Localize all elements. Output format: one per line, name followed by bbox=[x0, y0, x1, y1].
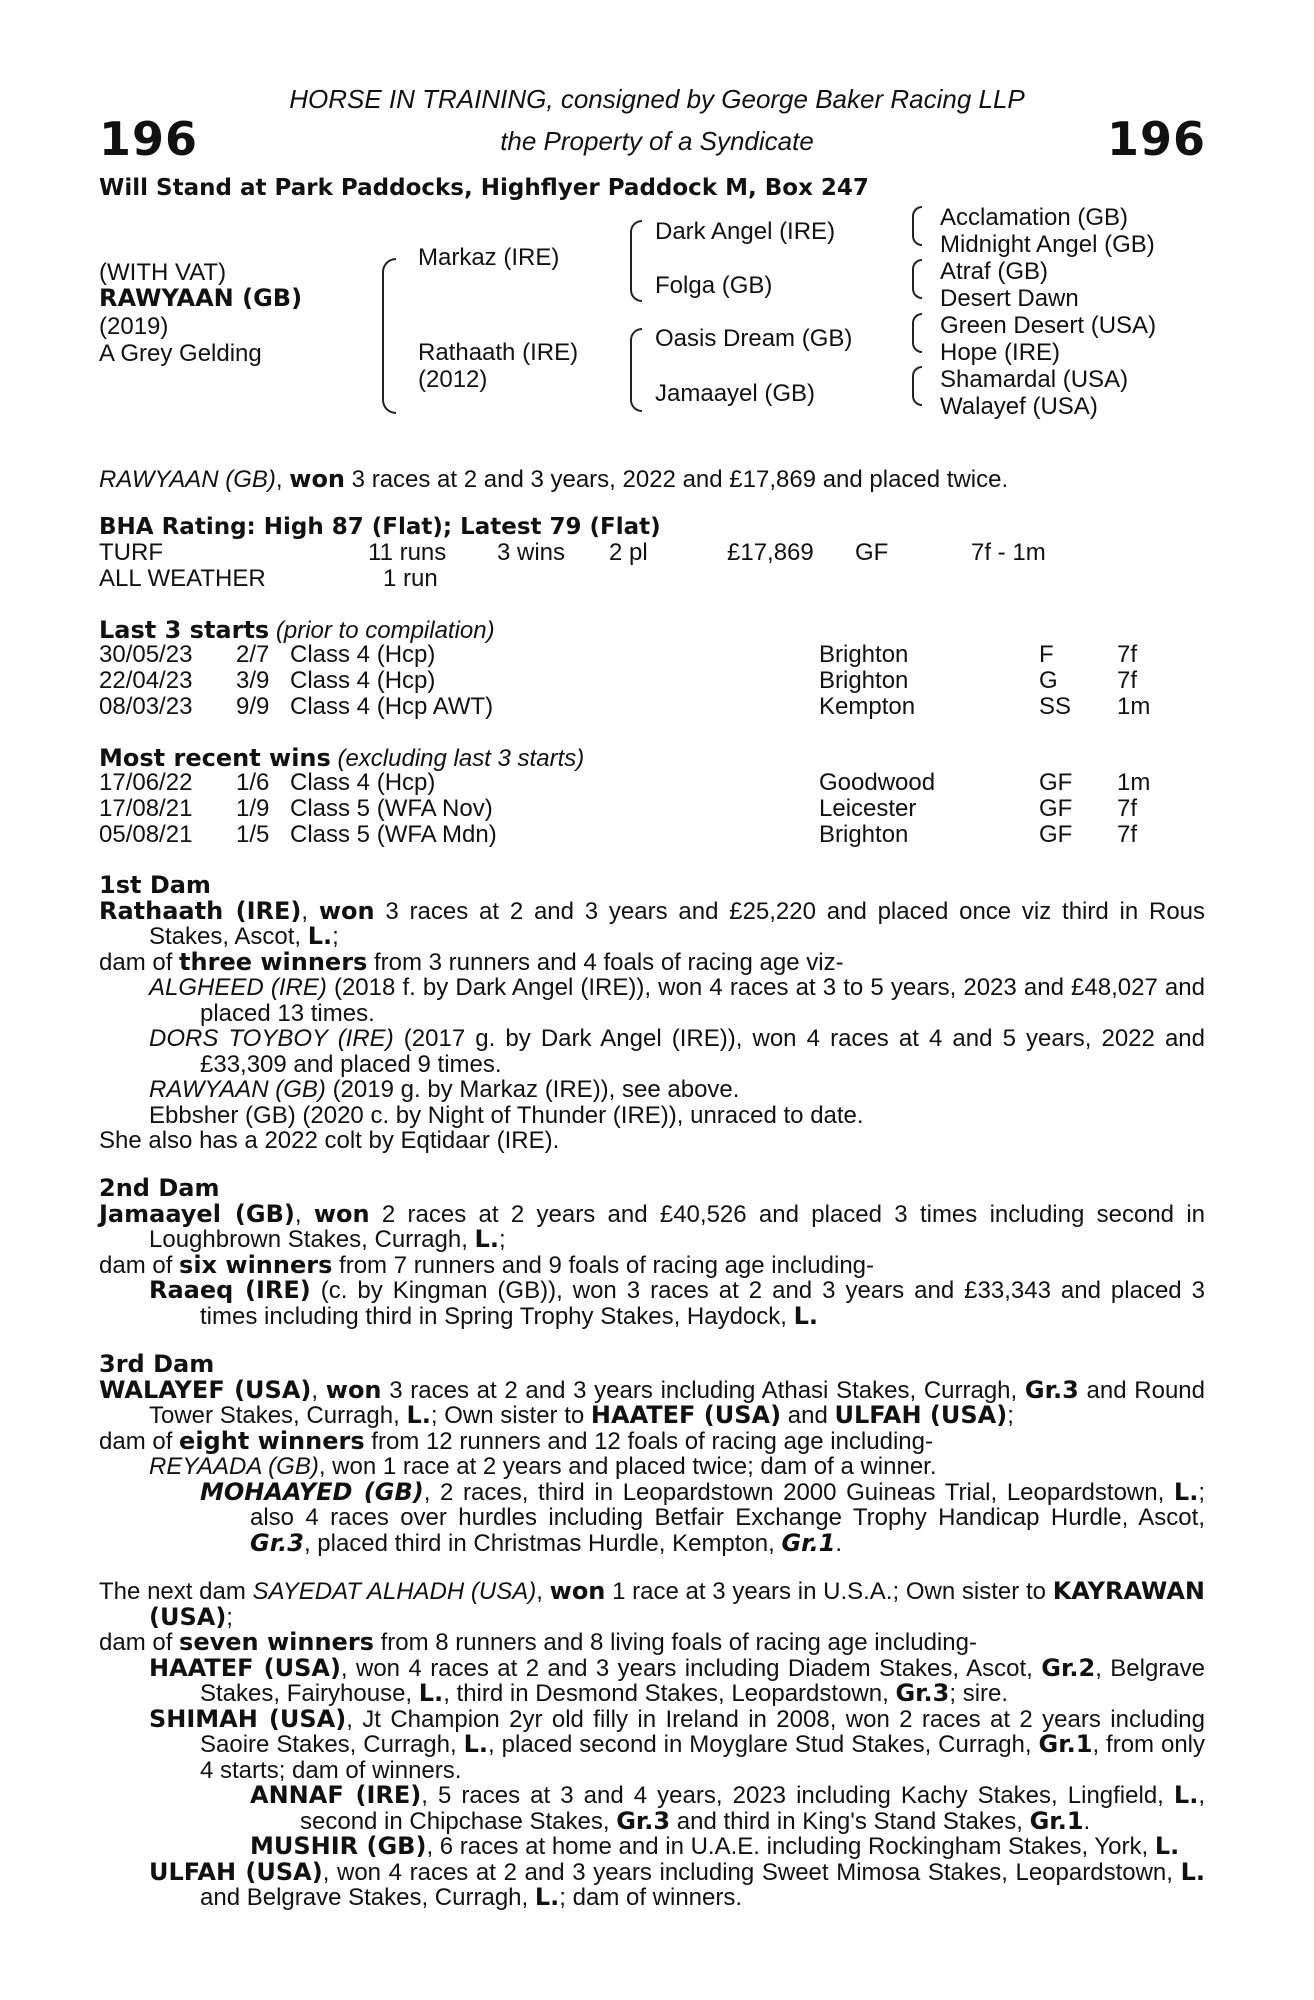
pedigree-g1: Acclamation (GB) bbox=[940, 204, 1129, 231]
horse-year: (2019) bbox=[99, 313, 169, 340]
pedigree-g8: Walayef (USA) bbox=[940, 393, 1098, 420]
pedigree-g4: Desert Dawn bbox=[940, 285, 1079, 312]
pedigree-g6: Hope (IRE) bbox=[940, 339, 1061, 366]
win-row: 05/08/21 1/5 Class 5 (WFA Mdn) Brighton GF 7f bbox=[99, 821, 1138, 848]
pedigree-brace-g4 bbox=[912, 366, 922, 406]
pedigree-dam-dam: Jamaayel (GB) bbox=[655, 380, 816, 407]
pedigree-sire-sire: Dark Angel (IRE) bbox=[655, 218, 836, 245]
win-row: 17/08/21 1/9 Class 5 (WFA Nov) Leicester GF 7f bbox=[99, 795, 1138, 822]
pedigree-g7: Shamardal (USA) bbox=[940, 366, 1129, 393]
pedigree-sire-dam: Folga (GB) bbox=[655, 272, 773, 299]
pedigree-dam: Rathaath (IRE) bbox=[418, 339, 579, 366]
produce-entry: ANNAF (IRE), 5 races at 3 and 4 years, 2023 including Kachy Stakes, Lingfield, L., second in Chipchase Stakes, Gr.3 and third in King's Stand Stakes, Gr.1. bbox=[250, 1781, 1205, 1835]
pedigree-g3: Atraf (GB) bbox=[940, 258, 1049, 285]
win-row: 17/06/22 1/6 Class 4 (Hcp) Goodwood GF 1m bbox=[99, 769, 1151, 796]
record-turf: TURF 11 runs 3 wins 2 pl £17,869 GF 7f - 1m bbox=[99, 539, 1046, 566]
start-row: 08/03/23 9/9 Class 4 (Hcp AWT) Kempton SS 1m bbox=[99, 693, 1151, 720]
lot-number-right: 196 bbox=[1106, 112, 1206, 166]
section-heading: 3rd Dam bbox=[99, 1350, 215, 1378]
property-line: the Property of a Syndicate bbox=[500, 126, 814, 156]
produce-note: She also has a 2022 colt by Eqtidaar (IRE). bbox=[99, 1127, 560, 1154]
first-dam-section bbox=[99, 873, 1205, 1154]
bha-rating-title: BHA Rating: High 87 (Flat); Latest 79 (Flat) bbox=[99, 514, 661, 540]
pedigree-brace-dam bbox=[630, 328, 642, 412]
recent-wins-heading: Most recent wins (excluding last 3 starts) bbox=[99, 744, 585, 772]
stand-location: Will Stand at Park Paddocks, Highflyer Paddock M, Box 247 bbox=[99, 175, 869, 201]
next-dam-section bbox=[99, 1579, 1205, 1911]
produce-entry: Raaeq (IRE) (c. by Kingman (GB)), won 3 races at 2 and 3 years and £33,343 and placed 3 times including third in Spring Trophy Stakes, Haydock, L. bbox=[149, 1276, 1205, 1330]
pedigree-brace-g2 bbox=[912, 259, 922, 299]
produce-entry: SHIMAH (USA), Jt Champion 2yr old filly in Ireland in 2008, won 2 races at 2 years including Saoire Stakes, Curragh, L., placed second in Moyglare Stud Stakes, Curragh, Gr.1, from only 4 starts; dam of winners. bbox=[149, 1704, 1206, 1784]
horse-description: A Grey Gelding bbox=[99, 340, 262, 367]
pedigree-brace-g3 bbox=[912, 313, 922, 353]
produce-entry: DORS TOYBOY (IRE) (2017 g. by Dark Angel (IRE)), won 4 races at 4 and 5 years, 2022 and £33,309 and placed 9 times. bbox=[149, 1025, 1205, 1078]
produce-entry: RAWYAAN (GB) (2019 g. by Markaz (IRE)), see above. bbox=[149, 1076, 740, 1103]
produce-entry: HAATEF (USA), won 4 races at 2 and 3 years including Diadem Stakes, Ascot, Gr.2, Belgrave Stakes, Fairyhouse, L., third in Desmond Stakes, Leopardstown, Gr.3; sire. bbox=[149, 1653, 1206, 1707]
dam-record: Jamaayel (GB), won 2 races at 2 years and £40,526 and placed 3 times including second in Loughbrown Stakes, Curragh, L.; bbox=[99, 1199, 1205, 1253]
last3-heading: Last 3 starts (prior to compilation) bbox=[99, 616, 495, 644]
pedigree-brace-g1 bbox=[912, 206, 922, 246]
produce-summary: dam of three winners from 3 runners and 4 foals of racing age viz- bbox=[99, 947, 844, 976]
dam-record: Rathaath (IRE), won 3 races at 2 and 3 years and £25,220 and placed once viz third in Rous Stakes, Ascot, L.; bbox=[99, 896, 1206, 950]
produce-summary: dam of six winners from 7 runners and 9 foals of racing age including- bbox=[99, 1250, 875, 1279]
lot-number-left: 196 bbox=[99, 112, 199, 166]
produce-entry: ULFAH (USA), won 4 races at 2 and 3 years including Sweet Mimosa Stakes, Leopardstown, L. and Belgrave Stakes, Curragh, L.; dam of winners. bbox=[149, 1857, 1205, 1911]
consignor-line: HORSE IN TRAINING, consigned by George Baker Racing LLP bbox=[289, 84, 1025, 114]
produce-entry: Ebbsher (GB) (2020 c. by Night of Thunder (IRE)), unraced to date. bbox=[149, 1101, 864, 1129]
vat-status: (WITH VAT) bbox=[99, 259, 227, 286]
produce-entry: REYAADA (GB), won 1 race at 2 years and placed twice; dam of a winner. bbox=[149, 1453, 937, 1480]
dam-record: WALAYEF (USA), won 3 races at 2 and 3 years including Athasi Stakes, Curragh, Gr.3 and Round Tower Stakes, Curragh, L.; Own sister to HAATEF (USA) and ULFAH (USA); bbox=[99, 1375, 1205, 1429]
pedigree-g5: Green Desert (USA) bbox=[940, 312, 1157, 339]
third-dam-section bbox=[99, 1352, 1205, 1556]
pedigree-brace-main bbox=[382, 258, 396, 414]
produce-summary: dam of seven winners from 8 runners and 8 living foals of racing age including- bbox=[99, 1628, 977, 1656]
produce-summary: dam of eight winners from 12 runners and 12 foals of racing age including- bbox=[99, 1426, 933, 1455]
section-heading: 2nd Dam bbox=[99, 1174, 220, 1202]
start-row: 22/04/23 3/9 Class 4 (Hcp) Brighton G 7f bbox=[99, 667, 1138, 694]
section-heading: 1st Dam bbox=[99, 871, 211, 899]
pedigree-sire: Markaz (IRE) bbox=[418, 244, 560, 271]
record-all-weather: ALL WEATHER 1 run bbox=[99, 565, 438, 592]
second-dam-section bbox=[99, 1176, 1205, 1329]
horse-name: RAWYAAN (GB) bbox=[99, 284, 303, 312]
pedigree-dam-sire: Oasis Dream (GB) bbox=[655, 325, 853, 352]
produce-entry: ALGHEED (IRE) (2018 f. by Dark Angel (IRE)), won 4 races at 3 to 5 years, 2023 and £48,027 and placed 13 times. bbox=[149, 974, 1205, 1027]
produce-entry: MOHAAYED (GB), 2 races, third in Leopardstown 2000 Guineas Trial, Leopardstown, L.; also 4 races over hurdles including Betfair Exchange Trophy Handicap Hurdle, Ascot, Gr.3, placed third in Christmas Hurdle, Kempton, Gr.1. bbox=[200, 1477, 1206, 1557]
pedigree-dam-year: (2012) bbox=[418, 366, 488, 393]
race-summary: RAWYAAN (GB), won 3 races at 2 and 3 years, 2022 and £17,869 and placed twice. bbox=[99, 465, 1009, 493]
dam-record: The next dam SAYEDAT ALHADH (USA), won 1 race at 3 years in U.S.A.; Own sister to KAYRAWAN (USA); bbox=[99, 1577, 1205, 1631]
produce-entry: MUSHIR (GB), 6 races at home and in U.A.E. including Rockingham Stakes, York, L. bbox=[250, 1832, 1180, 1860]
pedigree-g2: Midnight Angel (GB) bbox=[940, 231, 1155, 258]
pedigree-brace-sire bbox=[630, 220, 642, 302]
start-row: 30/05/23 2/7 Class 4 (Hcp) Brighton F 7f bbox=[99, 641, 1138, 668]
